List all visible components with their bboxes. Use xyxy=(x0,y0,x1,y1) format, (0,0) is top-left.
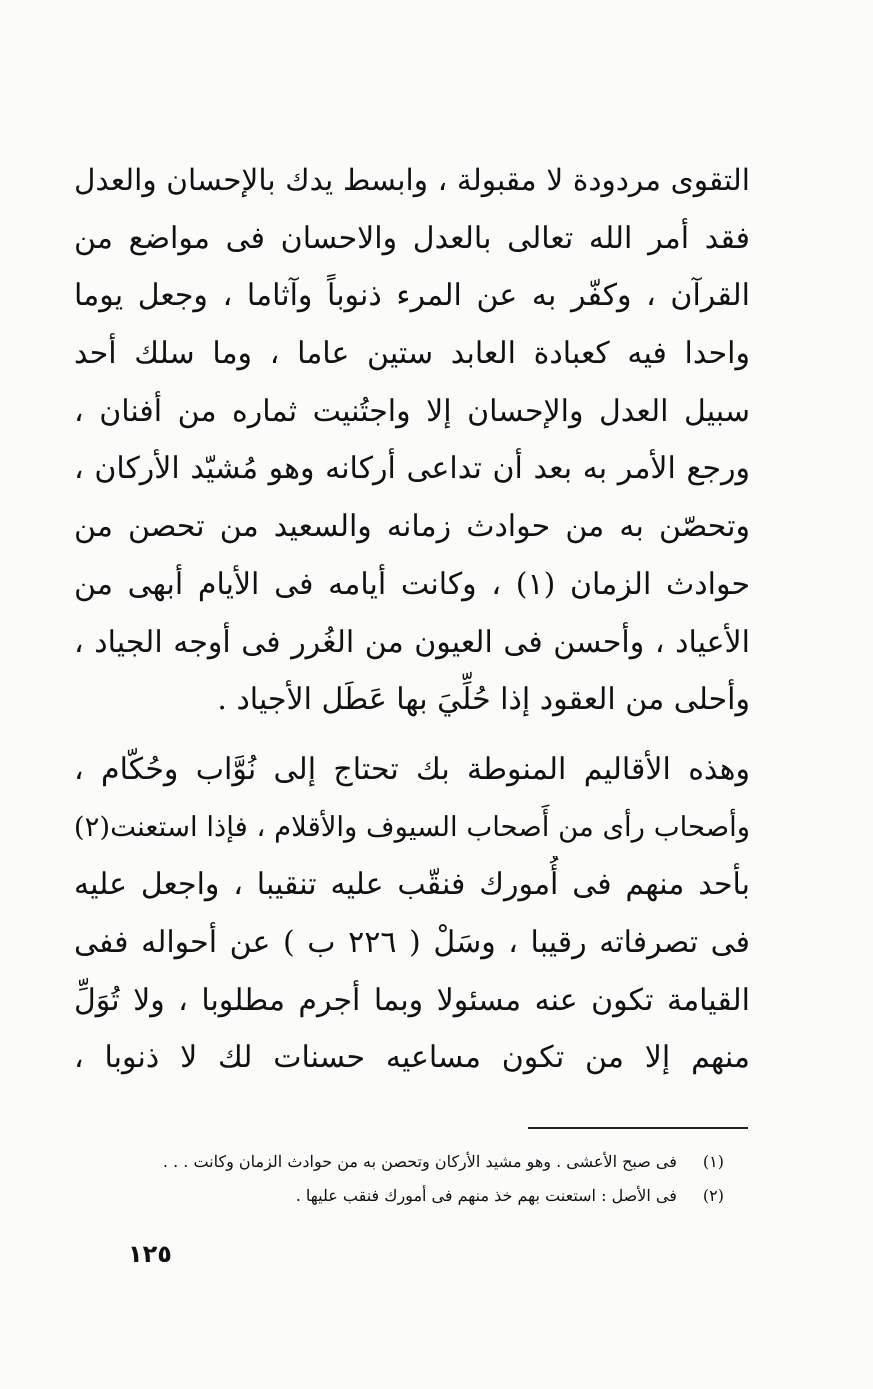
footnote-text: فى صبح الأعشى . وهو مشيد الأركان وتحصن به من حوادث الزمان وكانت . . . xyxy=(162,1152,677,1171)
footnotes xyxy=(120,1145,724,1213)
text-line: القرآن ، وكفّر به عن المرء ذنوباً وآثاما ، وجعل يوما xyxy=(74,278,750,314)
footnote-2 xyxy=(120,1179,724,1213)
text-line: منهم إلا من تكون مساعيه حسنات لك لا ذنوبا ، xyxy=(74,1040,750,1076)
text-line: واحدا فيه كعبادة العابد ستين عاما ، وما سلك أحد xyxy=(74,336,750,372)
text-line: ورجع الأمر به بعد أن تداعى أركانه وهو مُشيّد الأركان ، xyxy=(74,451,750,487)
text-line: الأعياد ، وأحسن فى العيون من الغُرر فى أوجه الجياد ، xyxy=(74,624,750,660)
text-line: فى تصرفاته رقيبا ، وسَلْ ( ٢٢٦ ب ) عن أحواله ففى xyxy=(74,924,750,960)
text-line: بأحد منهم فى أُمورك فنقّب عليه تنقيبا ، واجعل عليه xyxy=(74,867,750,903)
text-line: القيامة تكون عنه مسئولا وبما أجرم مطلوبا ، ولا تُوَلِّ xyxy=(74,982,750,1018)
text-line: فقد أمر الله تعالى بالعدل والاحسان فى مواضع من xyxy=(74,220,750,256)
footnote-text: فى الأصل : استعنت بهم خذ منهم فى أمورك فنقب عليها . xyxy=(295,1186,677,1205)
text-line: وأحلى من العقود إذا حُلِّيَ بها عَطَل الأجياد . xyxy=(217,682,750,718)
paragraph-2 xyxy=(74,741,750,1087)
text-line: وأصحاب رأى من أَصحاب السيوف والأقلام ، فإذا استعنت(٢) xyxy=(74,810,750,843)
page-number: ١٢٥ xyxy=(128,1240,172,1268)
footnote-1 xyxy=(120,1145,724,1179)
text-line: التقوى مردودة لا مقبولة ، وابسط يدك بالإحسان والعدل xyxy=(74,163,750,197)
main-text xyxy=(74,152,750,1087)
footnote-number: (١) xyxy=(702,1152,724,1171)
footnote-separator xyxy=(528,1127,748,1129)
text-line: وهذه الأقاليم المنوطة بك تحتاج إلى نُوَّاب وحُكّام ، xyxy=(74,751,750,787)
paragraph-1 xyxy=(74,152,750,729)
footnote-number: (٢) xyxy=(702,1186,724,1205)
text-line: سبيل العدل والإحسان إلا واجتُنيت ثماره من أفنان ، xyxy=(74,393,750,429)
text-line: حوادث الزمان (١) ، وكانت أيامه فى الأيام أبهى من xyxy=(74,566,750,602)
text-line: وتحصّن به من حوادث زمانه والسعيد من تحصن من xyxy=(74,509,750,545)
